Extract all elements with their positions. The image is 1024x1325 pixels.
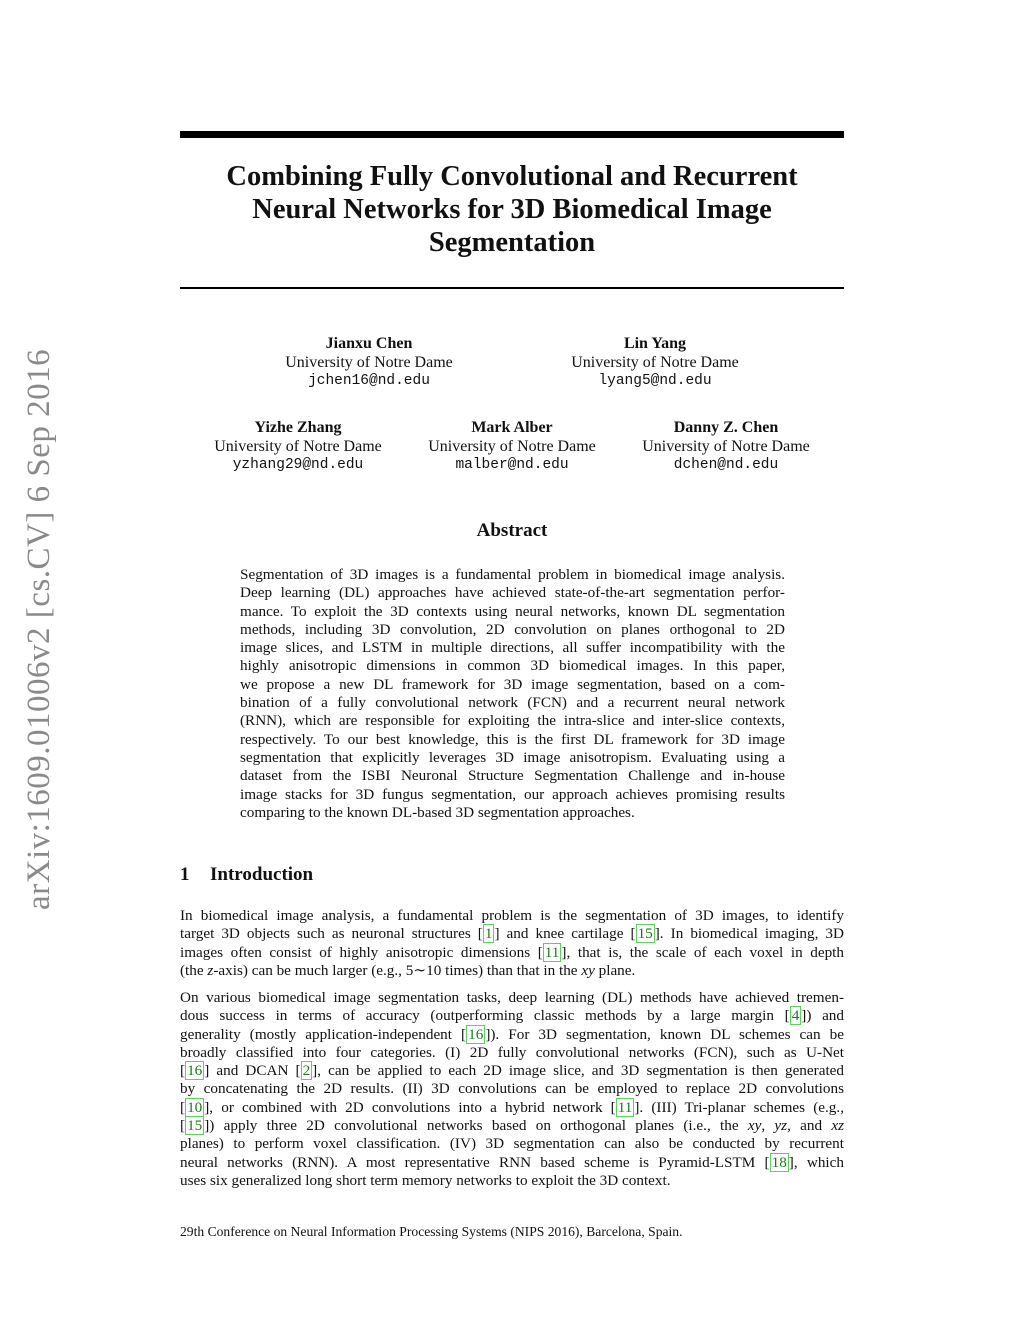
title-top-rule — [180, 131, 844, 138]
section-number: 1 — [180, 864, 190, 885]
abstract-line: bination of a fully convolutional network (FCN) and a recurrent neural network — [240, 694, 785, 712]
math-variable: xz — [831, 1117, 845, 1135]
citation-link[interactable]: 18 — [771, 1153, 787, 1171]
math-variable: xy — [581, 961, 595, 979]
paragraph-line: broadly classified into four categories. (I) 2D fully convolutional networks (FCN), such as U-Net — [180, 1043, 844, 1061]
author-block — [392, 418, 632, 475]
math-variable: yz — [774, 1117, 788, 1135]
citation-link[interactable]: 10 — [187, 1098, 203, 1116]
author-block — [606, 418, 846, 475]
citation-link[interactable]: 16 — [187, 1062, 203, 1080]
citation-link[interactable]: 1 — [484, 925, 493, 943]
intro-paragraph-1 — [180, 907, 844, 980]
author-affiliation: University of Notre Dame — [571, 354, 739, 371]
author-email[interactable]: lyang5@nd.edu — [598, 373, 712, 389]
title-bottom-rule — [180, 287, 844, 289]
math-symbol: ∼ — [413, 961, 427, 979]
abstract-line: Deep learning (DL) approaches have achieved state-of-the-art segmentation perfor- — [240, 584, 785, 602]
author-affiliation: University of Notre Dame — [642, 438, 810, 455]
abstract-line: we propose a new DL framework for 3D image segmentation, based on a com- — [240, 675, 785, 693]
title-line: Neural Networks for 3D Biomedical Image — [252, 194, 772, 225]
author-name: Mark Alber — [471, 419, 553, 436]
paragraph-line: dous success in terms of accuracy (outperforming classic methods by a large margin [ 4 ]) and — [180, 1007, 844, 1025]
citation-link[interactable]: 15 — [187, 1117, 203, 1135]
citation-link[interactable]: 2 — [302, 1062, 311, 1080]
abstract-line: respectively. To our best knowledge, this is the first DL framework for 3D image — [240, 730, 785, 748]
author-name: Lin Yang — [623, 335, 687, 352]
author-email[interactable]: yzhang29@nd.edu — [232, 457, 364, 473]
author-email[interactable]: dchen@nd.edu — [673, 457, 779, 473]
abstract-line: comparing to the known DL-based 3D segmentation approaches. — [240, 803, 635, 821]
paragraph-line: In biomedical image analysis, a fundamental problem is the segmentation of 3D images, to identify — [180, 907, 844, 924]
citation-link[interactable]: 16 — [468, 1025, 484, 1043]
citation-link[interactable]: 15 — [637, 925, 653, 943]
citation-link[interactable]: 11 — [617, 1098, 633, 1116]
author-block — [178, 418, 418, 475]
paragraph-line: [ 15 ]) apply three 2D convolutional networks based on orthogonal planes (i.e., the xy, yz, and xz — [180, 1117, 845, 1135]
abstract-line: dataset from the ISBI Neuronal Structure Segmentation Challenge and in-house — [240, 767, 785, 785]
conference-footnote: 29th Conference on Neural Information Processing Systems (NIPS 2016), Barcelona, Spain. — [180, 1224, 683, 1239]
paragraph-line: generality (mostly application-independent [ 16 ]). For 3D segmentation, known DL schemes can be — [180, 1025, 845, 1043]
citation-link[interactable]: 4 — [791, 1007, 800, 1025]
paragraph-line: uses six generalized long short term memory networks to exploit the 3D context. — [180, 1171, 671, 1189]
abstract-line: Segmentation of 3D images is a fundamental problem in biomedical image analysis. — [240, 566, 785, 583]
paragraph-line: On various biomedical image segmentation tasks, deep learning (DL) methods have achieved tremen- — [180, 989, 844, 1006]
abstract-line: image slices, and LSTM in multiple directions, all suffer incompatibility with the — [240, 639, 785, 657]
paragraph-line: by concatenating the 2D results. (II) 3D convolutions can be employed to replace 2D convolutions — [180, 1080, 844, 1098]
abstract-body — [240, 566, 785, 822]
section-heading-introduction — [180, 864, 313, 886]
author-name: Jianxu Chen — [325, 335, 413, 352]
paragraph-line: planes) to perform voxel classification. (IV) 3D segmentation can also be conducted by recurrent — [180, 1135, 844, 1153]
paper-title — [180, 160, 844, 259]
abstract-line: highly anisotropic dimensions in common 3D biomedical images. In this paper, — [240, 657, 785, 675]
author-affiliation: University of Notre Dame — [214, 438, 382, 455]
abstract-line: (RNN), which are responsible for exploiting the intra-slice and inter-slice contexts, — [240, 712, 785, 730]
abstract-heading: Abstract — [476, 520, 548, 541]
author-block — [249, 334, 489, 391]
arxiv-identifier-stamp: arXiv:1609.01006v2 [cs.CV] 6 Sep 2016 — [21, 348, 57, 910]
paragraph-line: [ 16 ] and DCAN [ 2 ], can be applied to each 2D image slice, and 3D segmentation is then generated — [180, 1062, 844, 1080]
paragraph-line: target 3D objects such as neuronal structures [ 1 ] and knee cartilage [ 15 ]. In biomedical imaging, 3D — [180, 925, 844, 943]
author-email[interactable]: malber@nd.edu — [455, 457, 569, 473]
abstract-line: methods, including 3D convolution, 2D convolution on planes orthogonal to 2D — [240, 620, 785, 638]
section-title: Introduction — [210, 864, 314, 885]
abstract-line: mance. To exploit the 3D contexts using neural networks, known DL segmentation — [240, 602, 785, 620]
math-variable: xy — [747, 1117, 762, 1135]
author-email[interactable]: jchen16@nd.edu — [308, 373, 430, 389]
author-affiliation: University of Notre Dame — [428, 438, 596, 455]
math-variable: z — [207, 961, 214, 979]
title-line: Combining Fully Convolutional and Recurrent — [226, 161, 798, 192]
citation-link[interactable]: 11 — [544, 943, 560, 961]
intro-paragraph-2 — [180, 989, 844, 1190]
title-line: Segmentation — [428, 227, 596, 258]
paragraph-line: images often consist of highly anisotropic dimensions [ 11 ], that is, the scale of each voxel in depth — [180, 943, 844, 961]
author-name: Danny Z. Chen — [673, 419, 779, 436]
paragraph-line: (the z-axis) can be much larger (e.g., 5∼10 times) than that in the xy plane. — [180, 961, 636, 979]
abstract-line: image stacks for 3D fungus segmentation, our approach achieves promising results — [240, 785, 785, 803]
paragraph-line: neural networks (RNN). A most representative RNN based scheme is Pyramid-LSTM [ 18 ], which — [180, 1153, 844, 1171]
author-block — [535, 334, 775, 391]
abstract-line: segmentation that explicitly leverages 3D image anisotropism. Evaluating using a — [240, 748, 785, 766]
paragraph-line: [ 10 ], or combined with 2D convolutions into a hybrid network [ 11 ]. (III) Tri-planar schemes (e.g., — [180, 1098, 844, 1116]
author-affiliation: University of Notre Dame — [285, 354, 453, 371]
author-name: Yizhe Zhang — [254, 419, 342, 436]
